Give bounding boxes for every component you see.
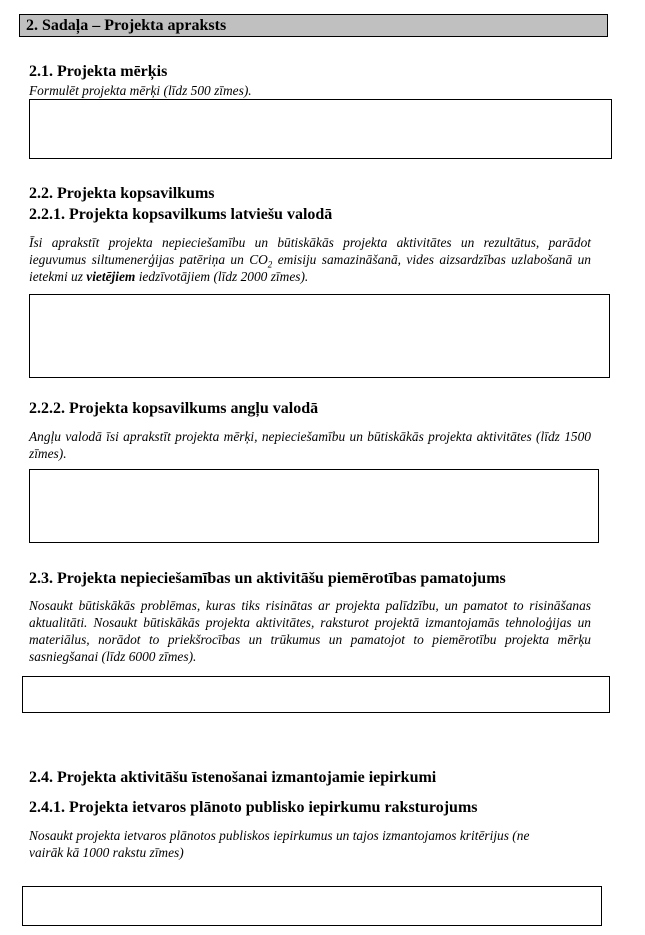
section-title: 2. Sadaļa – Projekta apraksts	[19, 14, 608, 37]
heading-2-4-1: 2.4.1. Projekta ietvaros plānoto publisko iepirkumu raksturojums	[29, 799, 478, 816]
description-2-2-1	[29, 234, 591, 285]
answer-box-2-3[interactable]	[22, 676, 610, 713]
answer-box-2-2-1[interactable]	[29, 294, 610, 378]
description-2-2-1-emphasis: vietējiem	[86, 269, 136, 284]
heading-2-1: 2.1. Projekta mērķis	[29, 63, 168, 80]
heading-2-2-1: 2.2.1. Projekta kopsavilkums latviešu valodā	[29, 206, 333, 223]
description-2-2-2: Angļu valodā īsi aprakstīt projekta mērķi, nepieciešamību un būtiskākās projekta aktivitātes (līdz 1500 zīmes).	[29, 429, 591, 461]
description-2-2-1-part3: iedzīvotājiem (līdz 2000 zīmes).	[135, 269, 309, 284]
description-2-2-1-part1: Īsi aprakstīt projekta nepieciešamību un būtiskākās projekta aktivitātes un rezultātus, parādot ieguvumus siltumenerģijas patēriņa un CO	[29, 235, 591, 267]
description-2-1: Formulēt projekta mērķi (līdz 500 zīmes).	[29, 83, 252, 98]
heading-2-2-2: 2.2.2. Projekta kopsavilkums angļu valodā	[29, 400, 319, 417]
description-2-4-1: Nosaukt projekta ietvaros plānotos publiskos iepirkumus un tajos izmantojamos kritērijus (ne vairāk kā 1000 rakstu zīmes)	[29, 828, 530, 860]
description-2-2-1-part2: emisiju samazināšanā, vides aizsardzības uzlabošanā un ietekmi uz	[29, 252, 591, 284]
answer-box-2-1[interactable]	[29, 99, 612, 159]
heading-2-2: 2.2. Projekta kopsavilkums	[29, 185, 215, 202]
co2-subscript: 2	[267, 259, 273, 270]
heading-2-4: 2.4. Projekta aktivitāšu īstenošanai izmantojamie iepirkumi	[29, 769, 437, 786]
description-2-3: Nosaukt būtiskākās problēmas, kuras tiks risinātas ar projekta palīdzību, un pamatot to risināšanas aktualitāti. Nosaukt būtiskākās projekta aktivitātes, raksturot projektā izmantojamās tehnoloģijas un materiālus, norādot to priekšrocības un trūkumus un pamatojot to piemērotību projekta mērķu sasniegšanai (līdz 6000 zīmes).	[29, 598, 591, 664]
answer-box-2-4-1[interactable]	[22, 886, 602, 926]
answer-box-2-2-2[interactable]	[29, 469, 599, 543]
heading-2-3: 2.3. Projekta nepieciešamības un aktivitāšu piemērotības pamatojums	[29, 570, 506, 587]
